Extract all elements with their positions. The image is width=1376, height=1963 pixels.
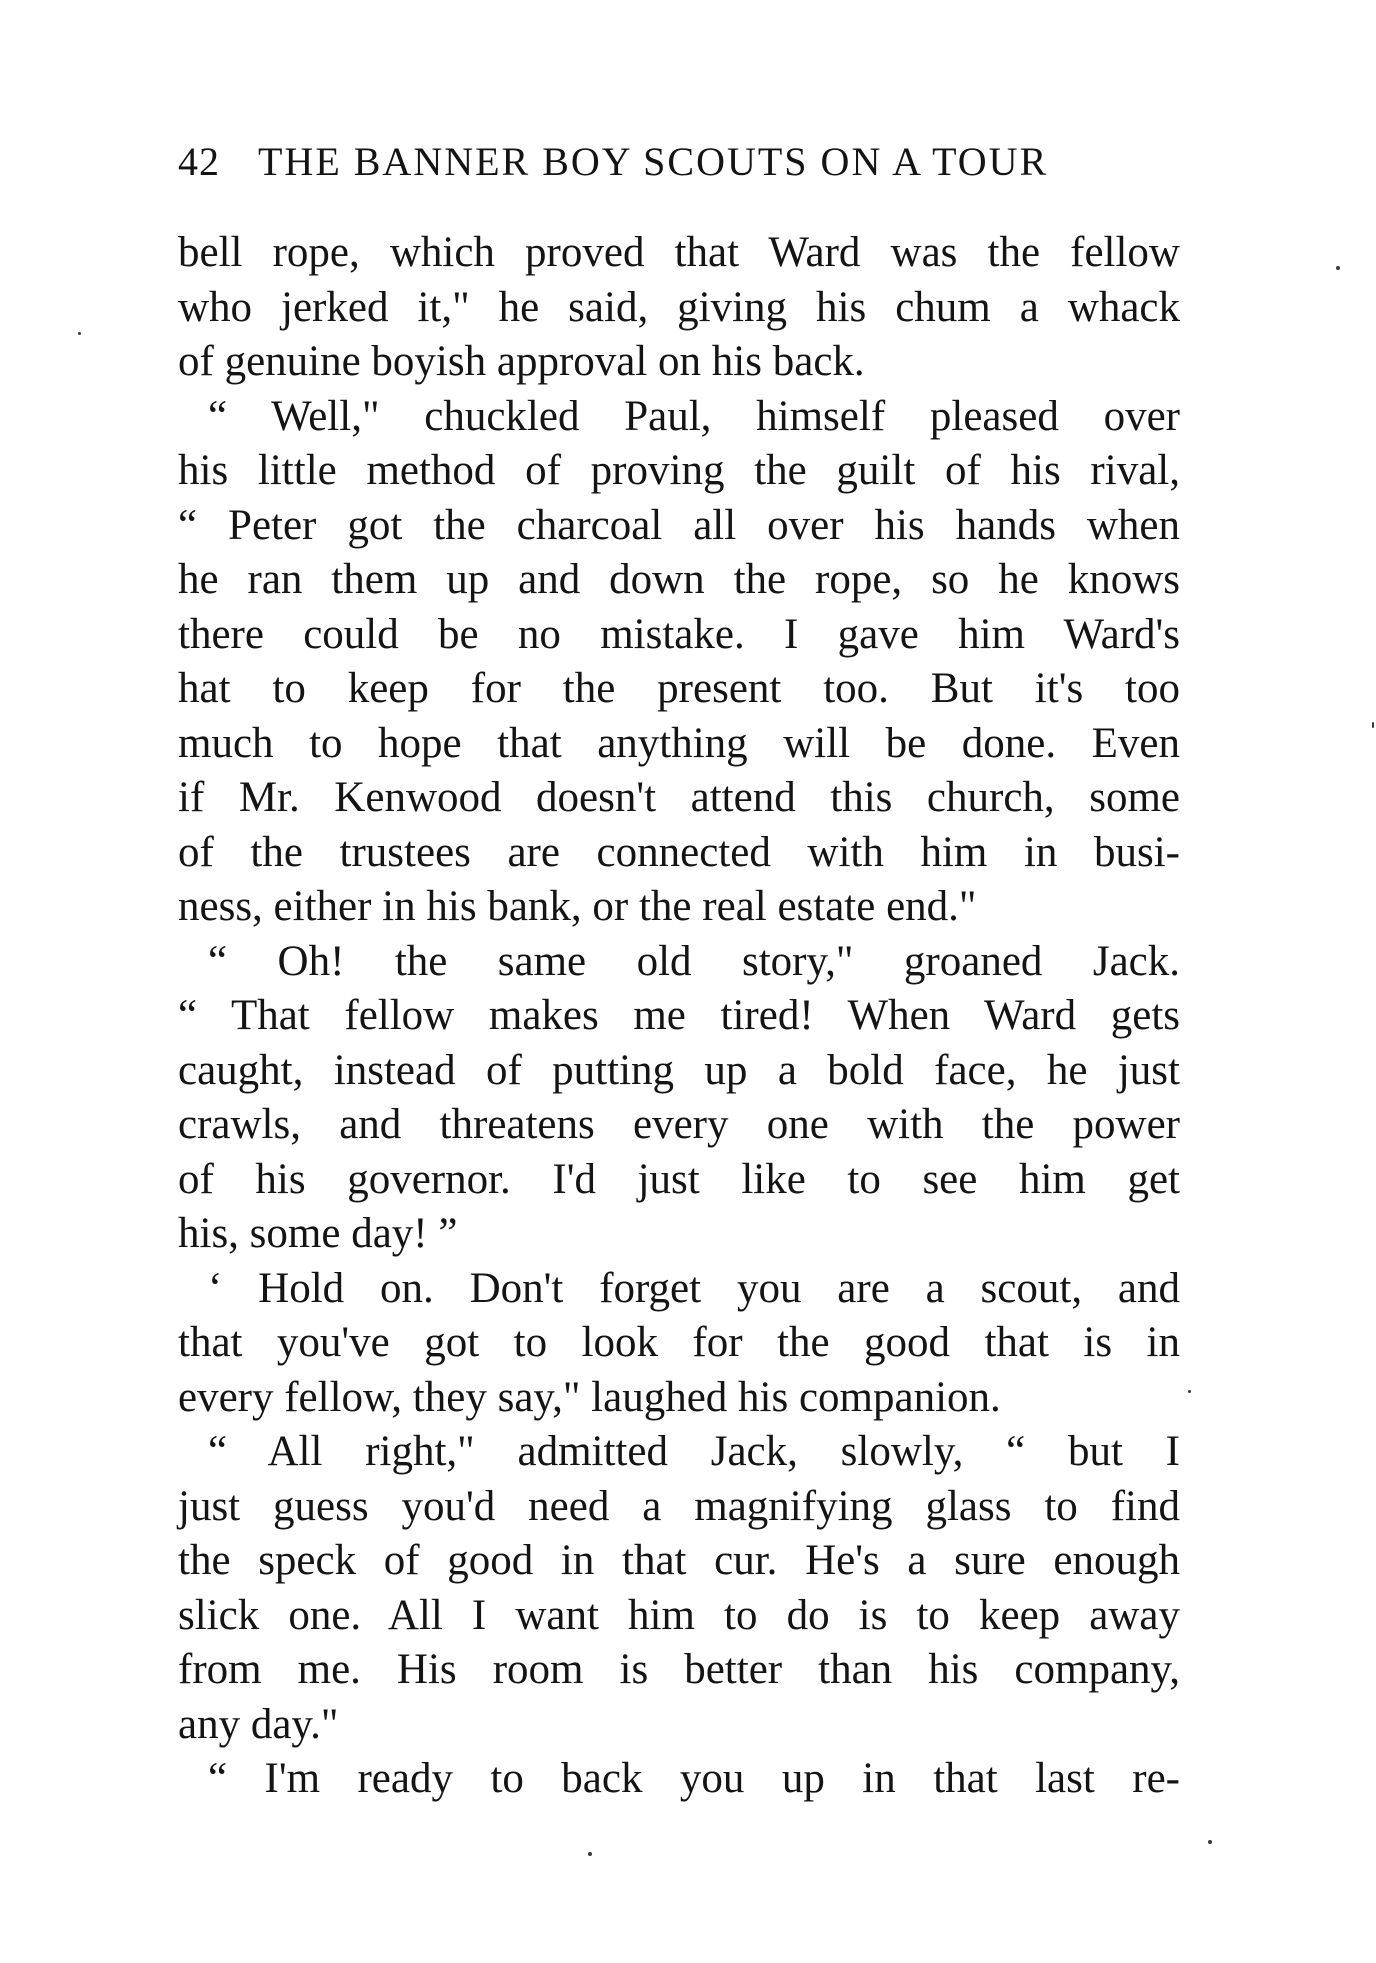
text-line: of the trustees are connected with him in busi- — [178, 828, 1180, 876]
running-head — [178, 138, 1180, 198]
text-line: “ Oh! the same old story," groaned Jack. — [208, 937, 1180, 985]
text-line: hat to keep for the present too. But it's too — [178, 665, 1180, 712]
text-line: the speck of good in that cur. He's a sure enough — [178, 1537, 1180, 1584]
text-line: “ I'm ready to back you up in that last re- — [208, 1755, 1180, 1802]
text-line: he ran them up and down the rope, so he knows — [178, 556, 1180, 603]
text-line: bell rope, which proved that Ward was the fellow — [178, 229, 1180, 276]
text-line: from me. His room is better than his company, — [178, 1646, 1180, 1693]
scan-speck — [1188, 1390, 1191, 1393]
text-line: his little method of proving the guilt of his rival, — [178, 447, 1180, 494]
running-title: THE BANNER BOY SCOUTS ON A TOUR — [258, 139, 1049, 184]
text-line: if Mr. Kenwood doesn't attend this church, some — [178, 774, 1180, 821]
text-line: caught, instead of putting up a bold face, he just — [178, 1046, 1180, 1094]
scan-speck — [78, 332, 81, 335]
text-line: ‘ Hold on. Don't forget you are a scout, and — [208, 1264, 1180, 1312]
text-line: just guess you'd need a magnifying glass to find — [178, 1482, 1180, 1530]
text-line: that you've got to look for the good that is in — [178, 1319, 1180, 1366]
text-line: crawls, and threatens every one with the power — [178, 1101, 1180, 1148]
text-line: there could be no mistake. I gave him Ward's — [178, 610, 1180, 658]
text-line: who jerked it," he said, giving his chum a whack — [178, 283, 1180, 331]
text-line: much to hope that anything will be done. Even — [178, 719, 1180, 767]
scan-speck — [588, 1852, 592, 1856]
text-line: of genuine boyish approval on his back. — [178, 338, 865, 385]
text-line: his, some day! ” — [178, 1210, 458, 1257]
text-line: “ All right," admitted Jack, slowly, “ but I — [208, 1428, 1180, 1475]
scan-speck — [1372, 722, 1374, 728]
text-line: slick one. All I want him to do is to keep away — [178, 1591, 1180, 1639]
scan-speck — [1208, 1840, 1212, 1844]
text-line: any day." — [178, 1700, 339, 1748]
text-line: ness, either in his bank, or the real estate end." — [178, 883, 977, 930]
text-line: of his governor. I'd just like to see him get — [178, 1155, 1180, 1203]
text-line: every fellow, they say," laughed his companion. — [178, 1373, 1001, 1421]
page-number: 42 — [178, 139, 220, 184]
text-line: “ Peter got the charcoal all over his hands when — [178, 501, 1180, 549]
scan-speck — [1336, 266, 1340, 270]
text-line: “ That fellow makes me tired! When Ward gets — [178, 992, 1180, 1039]
text-line: “ Well," chuckled Paul, himself pleased over — [208, 392, 1180, 440]
body-text — [178, 226, 1180, 1807]
